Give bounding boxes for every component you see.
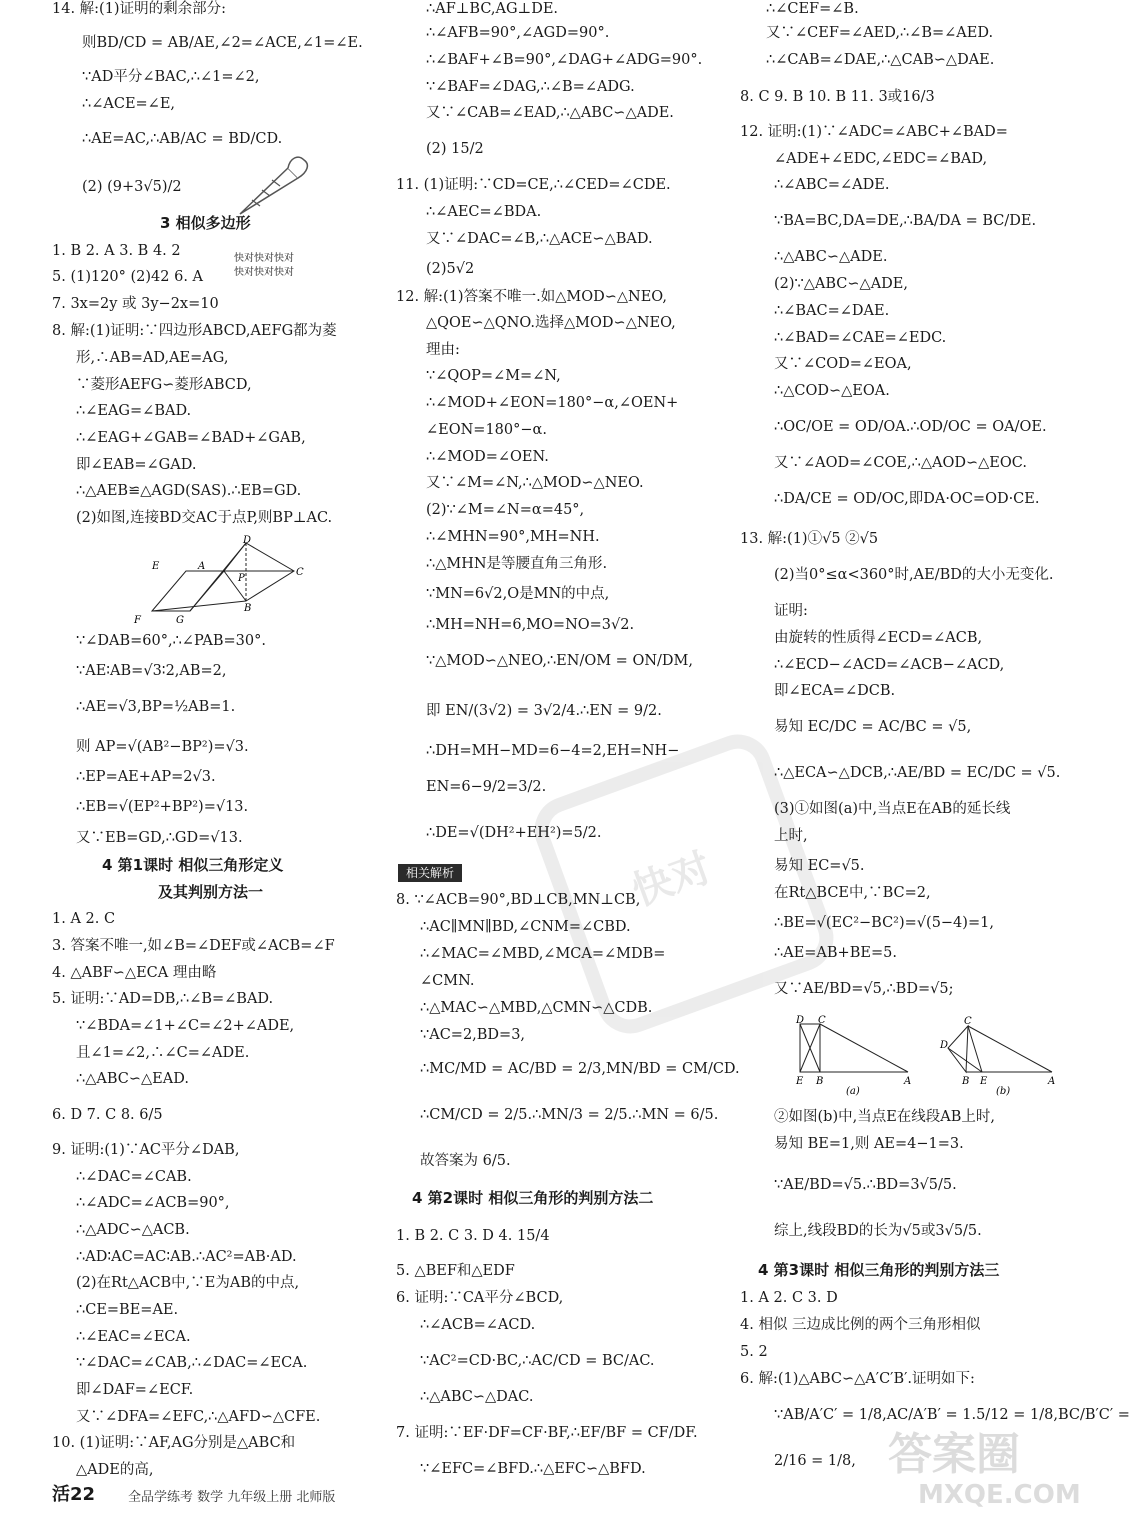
answer-line: 上时, <box>774 828 808 844</box>
answer-line: ∠ADE+∠EDC,∠EDC=∠BAD, <box>774 151 988 167</box>
answer-line: ∵∠BAF=∠DAG,∴∠B=∠ADG. <box>426 79 635 95</box>
answer-line: ∵∠QOP=∠M=∠N, <box>426 368 561 384</box>
answer-line: 7. 证明:∵EF·DF=CF·BF,∴EF/BF = CF/DF. <box>396 1425 698 1441</box>
answer-line: ∴∠AEC=∠BDA. <box>426 204 542 220</box>
answer-line: ∴△ADC∽△ACB. <box>76 1222 190 1238</box>
answer-line: 7. 3x=2y 或 3y−2x=10 <box>52 296 219 312</box>
related-analysis-tag: 相关解析 <box>398 864 462 882</box>
answer-line: 又∵AE/BD=√5,∴BD=√5; <box>774 981 954 997</box>
answer-line: 故答案为 6/5. <box>420 1153 511 1169</box>
answer-line: 又∵∠DFA=∠EFC,∴△AFD∽△CFE. <box>76 1409 321 1425</box>
answer-line: ∵△MOD∽△NEO,∴EN/OM = ON/DM, <box>426 653 693 669</box>
answer-line: 即 EN/(3√2) = 3√2/4.∴EN = 9/2. <box>426 703 662 719</box>
watermark: 快对 <box>525 725 843 1043</box>
svg-text:E: E <box>796 1076 804 1087</box>
answer-line: 4. △ABF∽△ECA 理由略 <box>52 965 217 981</box>
answer-line: 3. 答案不唯一,如∠B=∠DEF或∠ACB=∠F <box>52 938 335 954</box>
sticker-text: 快对快对快对 <box>234 253 294 264</box>
answer-line: (2)∵∠M=∠N=α=45°, <box>426 502 585 518</box>
svg-text:D: D <box>940 1040 949 1051</box>
answer-line: ∴△ABC∽△DAC. <box>420 1389 534 1405</box>
answer-line: 由旋转的性质得∠ECD=∠ACB, <box>774 630 983 646</box>
answer-line: ∴AE=√3,BP=½AB=1. <box>76 699 236 715</box>
answer-line: 1. A 2. C <box>52 911 116 927</box>
answer-line: (2) 15/2 <box>426 141 484 157</box>
answer-line: ∵MN=6√2,O是MN的中点, <box>426 586 610 602</box>
answer-line: ∴AE=AC,∴AB/AC = BD/CD. <box>82 131 283 147</box>
answer-line: 12. 证明:(1)∵∠ADC=∠ABC+∠BAD= <box>740 124 1008 140</box>
answer-line: 综上,线段BD的长为√5或3√5/5. <box>774 1223 982 1239</box>
answer-line: 在Rt△BCE中,∵BC=2, <box>774 885 931 901</box>
answer-line: ∴∠ADC=∠ACB=90°, <box>76 1195 230 1211</box>
answer-line: 9. 证明:(1)∵AC平分∠DAB, <box>52 1142 240 1158</box>
answer-line: ∴∠MOD+∠EON=180°−α,∠OEN+ <box>426 395 679 411</box>
answer-line: ∴∠BAF+∠B=90°,∠DAG+∠ADG=90°. <box>426 52 703 68</box>
answer-line: 5. (1)120° (2)42 6. A <box>52 269 204 285</box>
answer-line: 2/16 = 1/8, <box>774 1453 856 1469</box>
answer-line: ∴∠EAG=∠BAD. <box>76 403 192 419</box>
svg-text:D: D <box>796 1015 805 1026</box>
answer-line: △QOE∽△QNO.选择△MOD∽△NEO, <box>426 315 676 331</box>
rhombus-diagram <box>130 535 320 625</box>
answer-line: ∴∠ACB=∠ACD. <box>420 1317 536 1333</box>
answer-line: ∵AB/A′C′ = 1/8,AC/A′B′ = 1.5/12 = 1/8,BC/B′C′ = <box>774 1407 1130 1423</box>
section-heading: 及其判别方法一 <box>158 883 264 901</box>
answer-line: ∴∠BAD=∠CAE=∠EDC. <box>774 330 947 346</box>
answer-line: ②如图(b)中,当点E在线段AB上时, <box>774 1109 996 1125</box>
answer-line: (3)①如图(a)中,当点E在AB的延长线 <box>774 801 1011 817</box>
svg-text:A: A <box>1048 1076 1056 1087</box>
svg-text:(b): (b) <box>996 1086 1011 1097</box>
svg-text:G: G <box>176 615 184 626</box>
answer-line: 13. 解:(1)①√5 ②√5 <box>740 531 879 547</box>
answer-line: ∴DE=√(DH²+EH²)=5/2. <box>426 825 602 841</box>
svg-text:E: E <box>980 1076 988 1087</box>
answer-line: ∴DH=MH−MD=6−4=2,EH=NH− <box>426 743 680 759</box>
answer-line: ∴∠MHN=90°,MH=NH. <box>426 529 600 545</box>
answer-line: △ADE的高, <box>76 1462 154 1478</box>
answer-line: 1. B 2. C 3. D 4. 15/4 <box>396 1228 550 1244</box>
svg-text:A: A <box>198 561 206 572</box>
answer-line: ∴△ABC∽△EAD. <box>76 1071 189 1087</box>
answer-line: 6. 解:(1)△ABC∽△A′C′B′.证明如下: <box>740 1371 975 1387</box>
answer-line: ∵∠DAC=∠CAB,∴∠DAC=∠ECA. <box>76 1355 308 1371</box>
svg-text:F: F <box>134 615 141 626</box>
answer-line: ∵∠BDA=∠1+∠C=∠2+∠ADE, <box>76 1018 295 1034</box>
answer-line: ∴AF⊥BC,AG⊥DE. <box>426 1 559 17</box>
answer-line: (2) (9+3√5)/2 <box>82 179 182 195</box>
answer-line: (2)如图,连接BD交AC于点P,则BP⊥AC. <box>76 510 333 526</box>
answer-line: 易知 BE=1,则 AE=4−1=3. <box>774 1136 964 1152</box>
answer-line: (2)在Rt△ACB中,∵E为AB的中点, <box>76 1275 300 1291</box>
answer-line: 5. 证明:∵AD=DB,∴∠B=∠BAD. <box>52 991 274 1007</box>
answer-line: ∴∠MAC=∠MBD,∠MCA=∠MDB= <box>420 946 666 962</box>
sticker-text-2: 快对快对快对 <box>234 267 294 278</box>
answer-line: 12. 解:(1)答案不唯一.如△MOD∽△NEO, <box>396 289 667 305</box>
answer-line: 即∠DAF=∠ECF. <box>76 1382 194 1398</box>
answer-line: 则BD/CD = AB/AE,∠2=∠ACE,∠1=∠E. <box>82 35 363 51</box>
answer-line: EN=6−9/2=3/2. <box>426 779 547 795</box>
answer-line: ∵∠DAB=60°,∴∠PAB=30°. <box>76 633 266 649</box>
section-heading: 4 第1课时 相似三角形定义 <box>102 856 284 874</box>
answer-line: ∴∠CEF=∠B. <box>766 1 859 17</box>
answer-line: ∴AD∶AC=AC∶AB.∴AC²=AB·AD. <box>76 1249 297 1265</box>
answer-line: 1. B 2. A 3. B 4. 2 <box>52 243 181 259</box>
site-logo: 答案圈 MXQE.COM <box>888 1429 1081 1510</box>
answer-line: (2)当0°≤α<360°时,AE/BD的大小无变化. <box>774 567 1054 583</box>
answer-line: 14. 解:(1)证明的剩余部分: <box>52 1 226 17</box>
answer-line: 5. △BEF和△EDF <box>396 1263 515 1279</box>
answer-line: ∴△ECA∽△DCB,∴AE/BD = EC/DC = √5. <box>774 765 1061 781</box>
answer-line: 又∵∠COD=∠EOA, <box>774 356 912 372</box>
answer-line: (2)∵△ABC∽△ADE, <box>774 276 908 292</box>
answer-line: ∵AE∶AB=√3∶2,AB=2, <box>76 663 227 679</box>
answer-line: 8. ∵∠ACB=90°,BD⊥CB,MN⊥CB, <box>396 892 641 908</box>
answer-line: ∴EB=√(EP²+BP²)=√13. <box>76 799 249 815</box>
answer-line: 易知 EC=√5. <box>774 858 865 874</box>
answer-line: ∴∠ECD−∠ACD=∠ACB−∠ACD, <box>774 657 1005 673</box>
answer-line: ∴∠ABC=∠ADE. <box>774 177 890 193</box>
answer-line: ∴∠CAB=∠DAE,∴△CAB∽△DAE. <box>766 52 995 68</box>
answer-line: 证明: <box>774 603 808 619</box>
answer-line: ∴BE=√(EC²−BC²)=√(5−4)=1, <box>774 915 994 931</box>
answer-line: ∵∠EFC=∠BFD.∴△EFC∽△BFD. <box>420 1461 646 1477</box>
answer-line: ∴MH=NH=6,MO=NO=3√2. <box>426 617 635 633</box>
answer-line: ∵AD平分∠BAC,∴∠1=∠2, <box>82 69 260 85</box>
answer-line: ∴∠AFB=90°,∠AGD=90°. <box>426 25 610 41</box>
carrot-sticker-icon <box>232 150 314 222</box>
answer-line: 又∵EB=GD,∴GD=√13. <box>76 830 243 846</box>
svg-text:B: B <box>962 1076 970 1087</box>
answer-line: ∵AE/BD=√5.∴BD=3√5/5. <box>774 1177 957 1193</box>
answer-line: ∴△MHN是等腰直角三角形. <box>426 556 608 572</box>
answer-line: 即∠ECA=∠DCB. <box>774 683 896 699</box>
answer-line: ∴AE=AB+BE=5. <box>774 945 897 961</box>
answer-line: 则 AP=√(AB²−BP²)=√3. <box>76 739 249 755</box>
answer-line: 6. D 7. C 8. 6/5 <box>52 1107 163 1123</box>
answer-line: 6. 证明:∵CA平分∠BCD, <box>396 1290 564 1306</box>
svg-text:(a): (a) <box>846 1086 860 1097</box>
page-number: 活22 <box>52 1484 96 1505</box>
svg-text:C: C <box>296 567 304 578</box>
answer-line: ∴∠EAG+∠GAB=∠BAD+∠GAB, <box>76 430 306 446</box>
answer-line: ∵AC²=CD·BC,∴AC/CD = BC/AC. <box>420 1353 655 1369</box>
answer-line: ∴∠EAC=∠ECA. <box>76 1329 191 1345</box>
answer-line: 5. 2 <box>740 1344 768 1360</box>
answer-line: ∴EP=AE+AP=2√3. <box>76 769 216 785</box>
svg-text:P: P <box>238 573 245 584</box>
answer-line: ∴∠DAC=∠CAB. <box>76 1169 192 1185</box>
answer-line: ∠CMN. <box>420 973 475 989</box>
answer-line: ∴△COD∽△EOA. <box>774 383 890 399</box>
svg-text:B: B <box>244 603 252 614</box>
answer-line: ∵BA=BC,DA=DE,∴BA/DA = BC/DE. <box>774 213 1037 229</box>
answer-line: ∵AC=2,BD=3, <box>420 1027 526 1043</box>
answer-line: ∴CE=BE=AE. <box>76 1302 179 1318</box>
answer-line: ∴∠MOD=∠OEN. <box>426 449 549 465</box>
answer-line: ∴∠BAC=∠DAE. <box>774 303 890 319</box>
answer-line: ∴MC/MD = AC/BD = 2/3,MN/BD = CM/CD. <box>420 1061 740 1077</box>
answer-line: (2)5√2 <box>426 261 475 277</box>
section-heading: 3 相似多边形 <box>160 214 251 232</box>
answer-line: 又∵∠CAB=∠EAD,∴△ABC∽△ADE. <box>426 105 674 121</box>
svg-text:B: B <box>816 1076 824 1087</box>
svg-text:A: A <box>904 1076 912 1087</box>
answer-line: ∴DA/CE = OD/OC,即DA·OC=OD·CE. <box>774 491 1040 507</box>
answer-line: 11. (1)证明:∵CD=CE,∴∠CED=∠CDE. <box>396 177 671 193</box>
answer-line: 4. 相似 三边成比例的两个三角形相似 <box>740 1317 981 1333</box>
answer-line: 10. (1)证明:∵AF,AG分别是△ABC和 <box>52 1435 296 1451</box>
answer-line: 易知 EC/DC = AC/BC = √5, <box>774 719 972 735</box>
figures-a-b <box>790 1014 1060 1100</box>
answer-line: ∴CM/CD = 2/5.∴MN/3 = 2/5.∴MN = 6/5. <box>420 1107 719 1123</box>
answer-line: 8. C 9. B 10. B 11. 3或16/3 <box>740 89 935 105</box>
section-heading: 4 第2课时 相似三角形的判别方法二 <box>412 1189 654 1207</box>
answer-line: ∴△AEB≌△AGD(SAS).∴EB=GD. <box>76 483 302 499</box>
answer-line: 又∵∠DAC=∠B,∴△ACE∽△BAD. <box>426 231 653 247</box>
answer-line: ∠EON=180°−α. <box>426 422 547 438</box>
svg-text:E: E <box>152 561 160 572</box>
answer-line: 且∠1=∠2,∴∠C=∠ADE. <box>76 1045 250 1061</box>
answer-line: ∴△ABC∽△ADE. <box>774 249 888 265</box>
answer-line: ∴OC/OE = OD/OA.∴OD/OC = OA/OE. <box>774 419 1047 435</box>
answer-line: ∴∠ACE=∠E, <box>82 96 176 112</box>
answer-line: ∵菱形AEFG∽菱形ABCD, <box>76 377 252 393</box>
answer-line: 1. A 2. C 3. D <box>740 1290 838 1306</box>
svg-text:C: C <box>818 1015 826 1026</box>
answer-line: 即∠EAB=∠GAD. <box>76 457 197 473</box>
answer-line: 形,∴AB=AD,AE=AG, <box>76 350 229 366</box>
answer-line: 又∵∠CEF=∠AED,∴∠B=∠AED. <box>766 25 994 41</box>
answer-line: 又∵∠M=∠N,∴△MOD∽△NEO. <box>426 475 644 491</box>
section-heading: 4 第3课时 相似三角形的判别方法三 <box>758 1261 1000 1279</box>
answer-line: 理由: <box>426 342 460 358</box>
answer-line: 又∵∠AOD=∠COE,∴△AOD∽△EOC. <box>774 455 1027 471</box>
book-title: 全品学练考 数学 九年级上册 北师版 <box>128 1490 336 1505</box>
answer-line: ∴AC∥MN∥BD,∠CNM=∠CBD. <box>420 919 631 935</box>
svg-text:D: D <box>243 535 252 546</box>
answer-line: ∴△MAC∽△MBD,△CMN∽△CDB. <box>420 1000 653 1016</box>
svg-text:C: C <box>964 1016 972 1027</box>
answer-line: 8. 解:(1)证明:∵四边形ABCD,AEFG都为菱 <box>52 323 337 339</box>
page-footer <box>52 1480 552 1508</box>
